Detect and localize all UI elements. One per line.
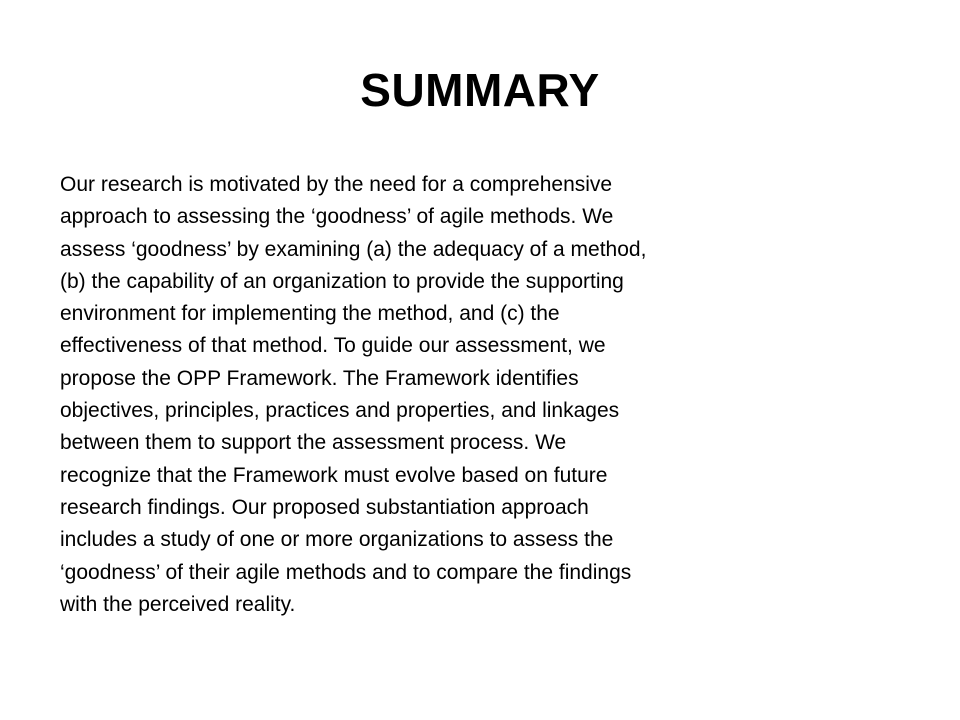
slide-body xyxy=(60,169,760,621)
body-line: approach to assessing the ‘goodness’ of agile methods. We xyxy=(60,205,614,229)
body-line: includes a study of one or more organizations to assess the xyxy=(60,528,614,552)
body-line: environment for implementing the method, and (c) the xyxy=(60,302,560,326)
body-line: between them to support the assessment process. We xyxy=(60,431,567,455)
body-line: with the perceived reality. xyxy=(60,592,296,616)
body-line: objectives, principles, practices and properties, and linkages xyxy=(60,399,620,423)
body-line: (b) the capability of an organization to provide the supporting xyxy=(60,269,624,293)
body-line: research findings. Our proposed substantiation approach xyxy=(60,495,589,519)
body-line: propose the OPP Framework. The Framework identifies xyxy=(60,366,579,390)
body-line: Our research is motivated by the need for a comprehensive xyxy=(60,173,613,196)
body-line: effectiveness of that method. To guide our assessment, we xyxy=(60,334,606,358)
body-line: assess ‘goodness’ by examining (a) the adequacy of a method, xyxy=(60,237,647,261)
body-line: ‘goodness’ of their agile methods and to compare the findings xyxy=(60,560,632,584)
slide-title: SUMMARY xyxy=(360,64,600,116)
body-line: recognize that the Framework must evolve based on future xyxy=(60,463,608,487)
